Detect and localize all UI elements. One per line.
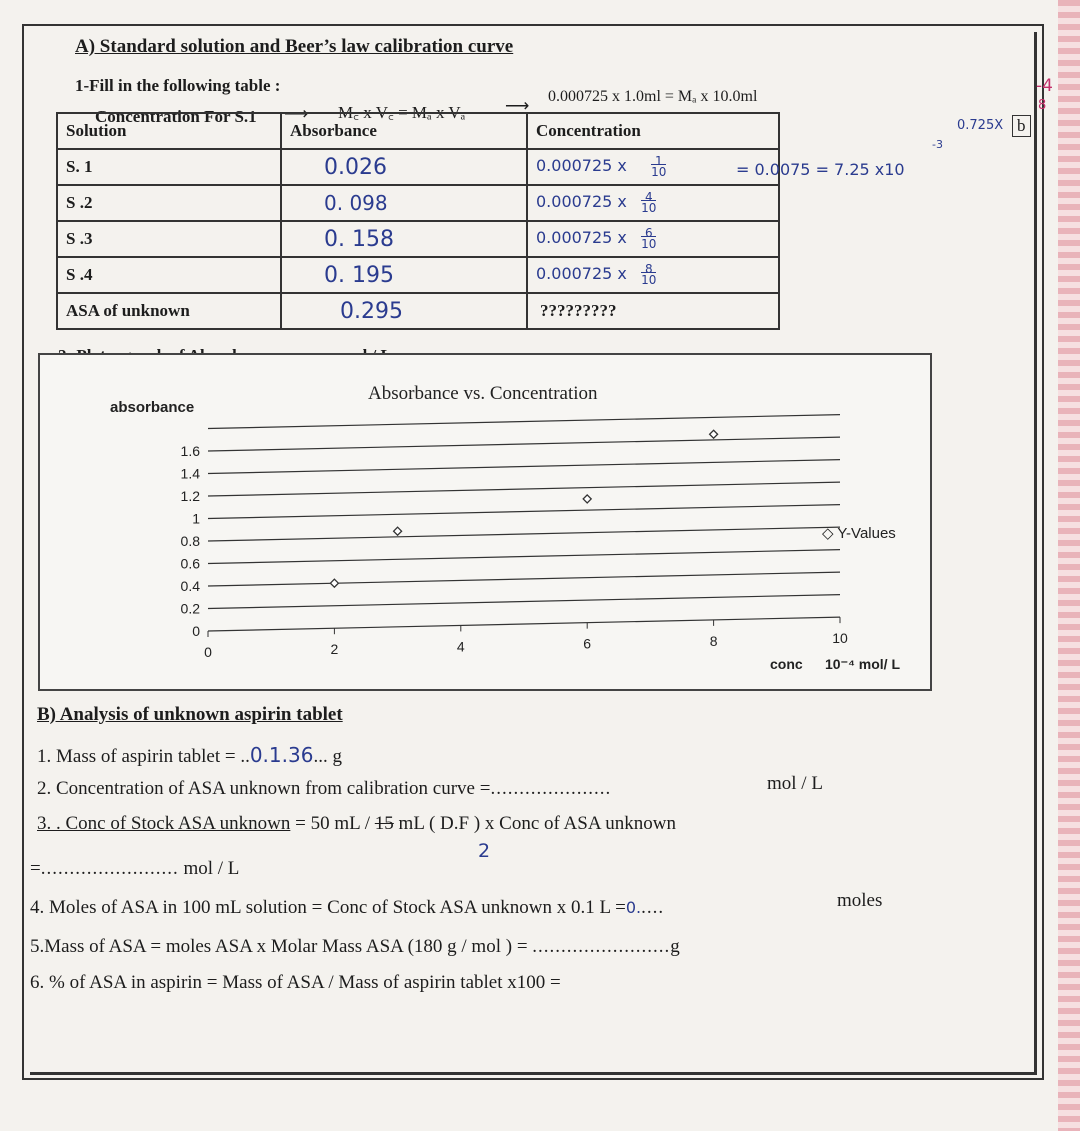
chart-title: Absorbance vs. Concentration (368, 383, 598, 404)
cell-absorbance[interactable]: 0.026 (281, 149, 527, 185)
data-point (394, 527, 402, 535)
dilution-formula: M꜀ x V꜀ = Mₐ x Vₐ (338, 103, 466, 122)
answer-blank[interactable]: ........................ (40, 858, 179, 879)
data-point (330, 579, 338, 587)
y-tick-label: 1 (192, 510, 200, 527)
cell-concentration[interactable]: 0.000725 x 4 10 (527, 185, 779, 221)
data-point (583, 495, 591, 503)
y-tick-label: 1.6 (180, 443, 200, 459)
gridline (208, 437, 840, 451)
gridline (208, 572, 840, 586)
cell-concentration[interactable]: 0.000725 x 1 10 (527, 149, 779, 185)
x-tick-label: 2 (330, 641, 339, 658)
header-absorbance: Absorbance (281, 113, 527, 149)
table-row (57, 293, 779, 329)
margin-mark-2: 8 (1038, 98, 1047, 113)
data-point (710, 430, 718, 438)
x-tick-label: 8 (709, 632, 718, 649)
table-row (57, 185, 779, 221)
y-tick-label: 1.2 (180, 488, 200, 504)
x-tick-label: 6 (583, 635, 592, 652)
moles-answer[interactable]: 0. (625, 898, 642, 917)
cell-absorbance[interactable]: 0. 158 (281, 221, 527, 257)
table-row (57, 257, 779, 293)
y-tick-label: 0.2 (180, 600, 200, 617)
gridline (208, 415, 840, 429)
table-row (57, 149, 779, 185)
cell-solution: ASA of unknown (57, 293, 281, 329)
cell-absorbance[interactable]: 0.295 (281, 293, 527, 329)
header-concentration: Concentration (527, 113, 779, 149)
x-axis-unit: 10⁻⁴ mol/ L (825, 656, 900, 672)
question-5: 5.Mass of ASA = moles ASA x Molar Mass ASA (180 g / mol ) = ........................g (30, 936, 680, 957)
arrow-icon: ⟶ (284, 104, 309, 123)
q3-correction: 2 (478, 840, 491, 862)
side-calculation: = 0.0075 = 7.25 x10 (736, 160, 905, 179)
conc-for-s1-label: Concentration For S.1 (95, 107, 257, 126)
cell-solution: S .3 (57, 221, 281, 257)
background-edge (1058, 0, 1080, 1131)
cell-absorbance[interactable]: 0. 098 (281, 185, 527, 221)
y-tick-label: 0.8 (180, 533, 200, 549)
question-4: 4. Moles of ASA in 100 mL solution = Conc of Stock ASA unknown x 0.1 L =0..... (30, 897, 665, 918)
x-axis-label: conc (770, 656, 803, 672)
side-box-b: b (1012, 115, 1031, 137)
chart-gridlines (208, 415, 840, 631)
q2-unit: mol / L (767, 773, 823, 794)
section-a-title: A) Standard solution and Beer’s law calibration curve (75, 36, 514, 57)
section-b-title: B) Analysis of unknown aspirin tablet (37, 704, 343, 725)
step1-text: 1-Fill in the following table : (75, 76, 281, 95)
absorbance-table (56, 112, 780, 330)
y-tick-label: 0.4 (180, 578, 200, 594)
x-tick-label: 4 (456, 638, 465, 655)
y-axis-ticks (181, 443, 201, 639)
question-1: 1. Mass of aspirin tablet = ..0.1.36... g (37, 743, 342, 767)
answer-blank[interactable]: ..................... (490, 778, 612, 799)
gridline (208, 482, 840, 496)
q4-unit: moles (837, 890, 883, 911)
side-top-note: 0.725X (957, 118, 1004, 133)
x-tick-label: 0 (204, 644, 212, 660)
struck-value: 15 (374, 813, 394, 834)
dilution-calculation: 0.000725 x 1.0ml = Mₐ x 10.0ml (548, 88, 758, 105)
cell-absorbance[interactable]: 0. 195 (281, 257, 527, 293)
table-row (57, 221, 779, 257)
tablet-mass-answer[interactable]: 0.1.36 (249, 743, 314, 767)
header-solution: Solution (57, 113, 281, 149)
cell-solution: S .4 (57, 257, 281, 293)
arrow-icon-2: ⟶ (505, 96, 530, 115)
calibration-chart-box (38, 353, 932, 691)
y-axis-label: absorbance (110, 399, 195, 416)
gridline (208, 550, 840, 564)
x-tick-label: 10 (832, 630, 848, 647)
question-6: 6. % of ASA in aspirin = Mass of ASA / Mass of aspirin tablet x100 = (30, 972, 561, 993)
gridline (208, 460, 840, 474)
calibration-chart (40, 355, 930, 689)
cell-concentration[interactable]: 0.000725 x 8 10 (527, 257, 779, 293)
gridline (208, 527, 840, 541)
chart-legend: ◇ Y-Values (822, 525, 896, 542)
question-3: 3. . Conc of Stock ASA unknown = 50 mL / 15 mL ( D.F ) x Conc of ASA unknown (37, 813, 676, 834)
y-tick-label: 0 (192, 623, 200, 639)
gridline (208, 595, 840, 609)
side-exponent: -3 (932, 138, 943, 151)
cell-concentration[interactable]: 0.000725 x 6 10 (527, 221, 779, 257)
gridline (208, 505, 840, 519)
y-tick-label: 0.6 (180, 555, 200, 572)
cell-solution: S .2 (57, 185, 281, 221)
gridline (208, 617, 840, 631)
cell-solution: S. 1 (57, 149, 281, 185)
y-tick-label: 1.4 (180, 465, 200, 482)
cell-concentration-unknown[interactable]: ????????? (527, 293, 779, 329)
margin-mark: -4 (1036, 76, 1053, 96)
answer-blank[interactable]: ........................ (532, 936, 671, 957)
question-2: 2. Concentration of ASA unknown from calibration curve =..................... (37, 778, 612, 799)
question-3-line2: =........................ mol / L (30, 858, 240, 879)
